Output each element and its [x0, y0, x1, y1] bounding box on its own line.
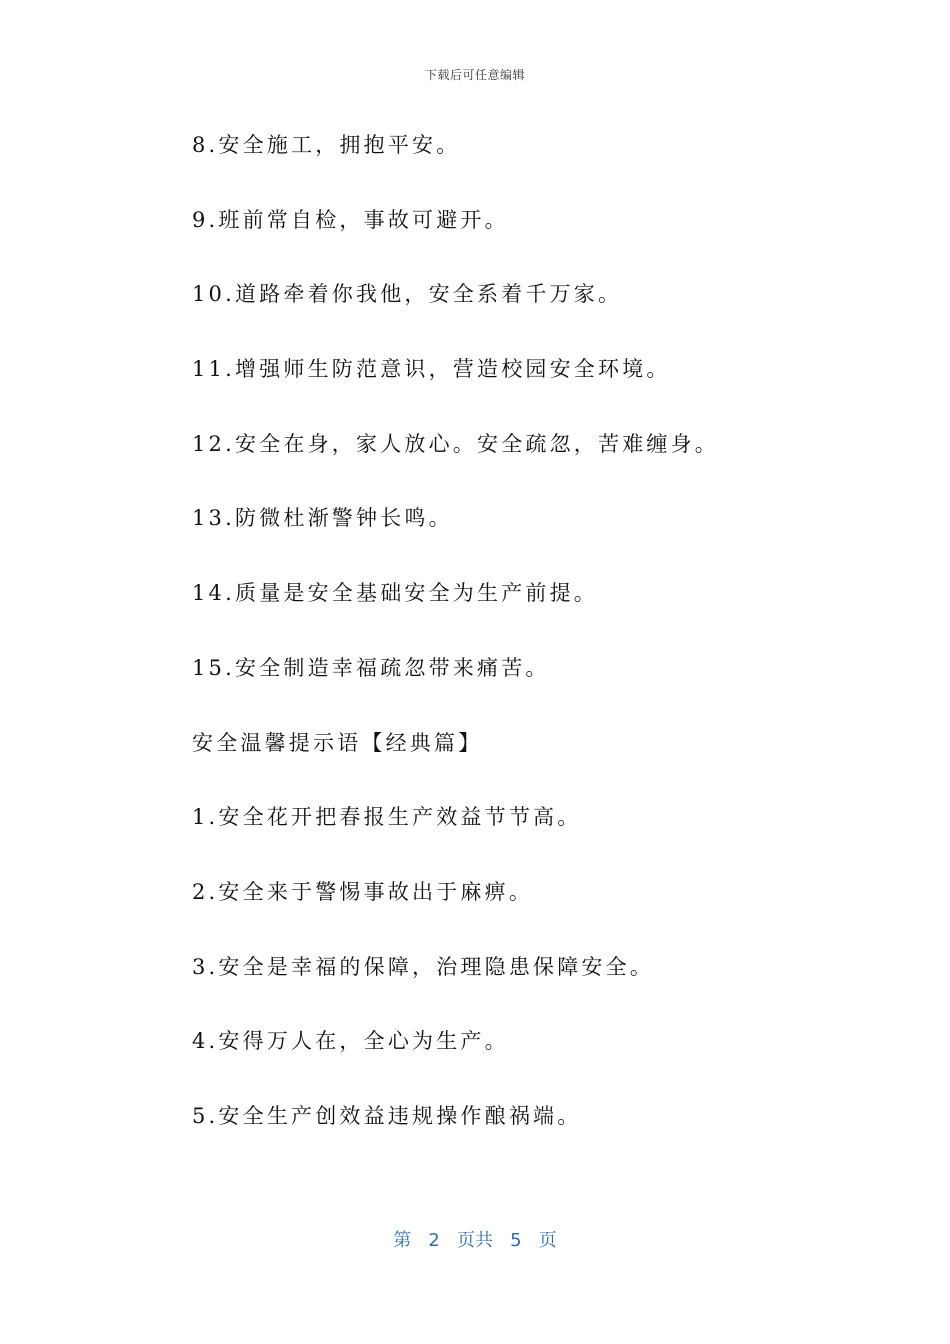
- text-line: 2.安全来于警惕事故出于麻痹。: [192, 879, 534, 904]
- text-line: 4.安得万人在，全心为生产。: [192, 1029, 509, 1054]
- document-body: [192, 128, 832, 1174]
- footer-prefix: 第: [393, 1230, 412, 1251]
- text-line: 12.安全在身，家人放心。安全疏忽，苦难缠身。: [192, 431, 719, 456]
- text-line: 11.增强师生防范意识，营造校园安全环境。: [192, 357, 671, 382]
- text-line: 1.安全花开把春报生产效益节节高。: [192, 805, 582, 830]
- section-heading: 安全温馨提示语【经典篇】: [192, 730, 483, 755]
- footer-current-page: 2: [428, 1230, 440, 1251]
- page-header-note: 下载后可任意编辑: [424, 68, 525, 82]
- footer-total-pages: 5: [510, 1230, 522, 1251]
- text-line: 15.安全制造幸福疏忽带来痛苦。: [192, 655, 550, 680]
- footer-mid: 页共: [457, 1230, 493, 1251]
- text-line: 9.班前常自检，事故可避开。: [192, 207, 509, 232]
- page-number-footer: [0, 1226, 950, 1252]
- text-line: 14.质量是安全基础安全为生产前提。: [192, 581, 598, 606]
- text-line: 10.道路牵着你我他，安全系着千万家。: [192, 282, 623, 307]
- text-line: 5.安全生产创效益违规操作酿祸端。: [192, 1103, 582, 1128]
- footer-suffix: 页: [538, 1230, 557, 1251]
- text-line: 8.安全施工，拥抱平安。: [192, 133, 461, 157]
- text-line: 13.防微杜渐警钟长鸣。: [192, 506, 453, 531]
- text-line: 3.安全是幸福的保障，治理隐患保障安全。: [192, 954, 655, 979]
